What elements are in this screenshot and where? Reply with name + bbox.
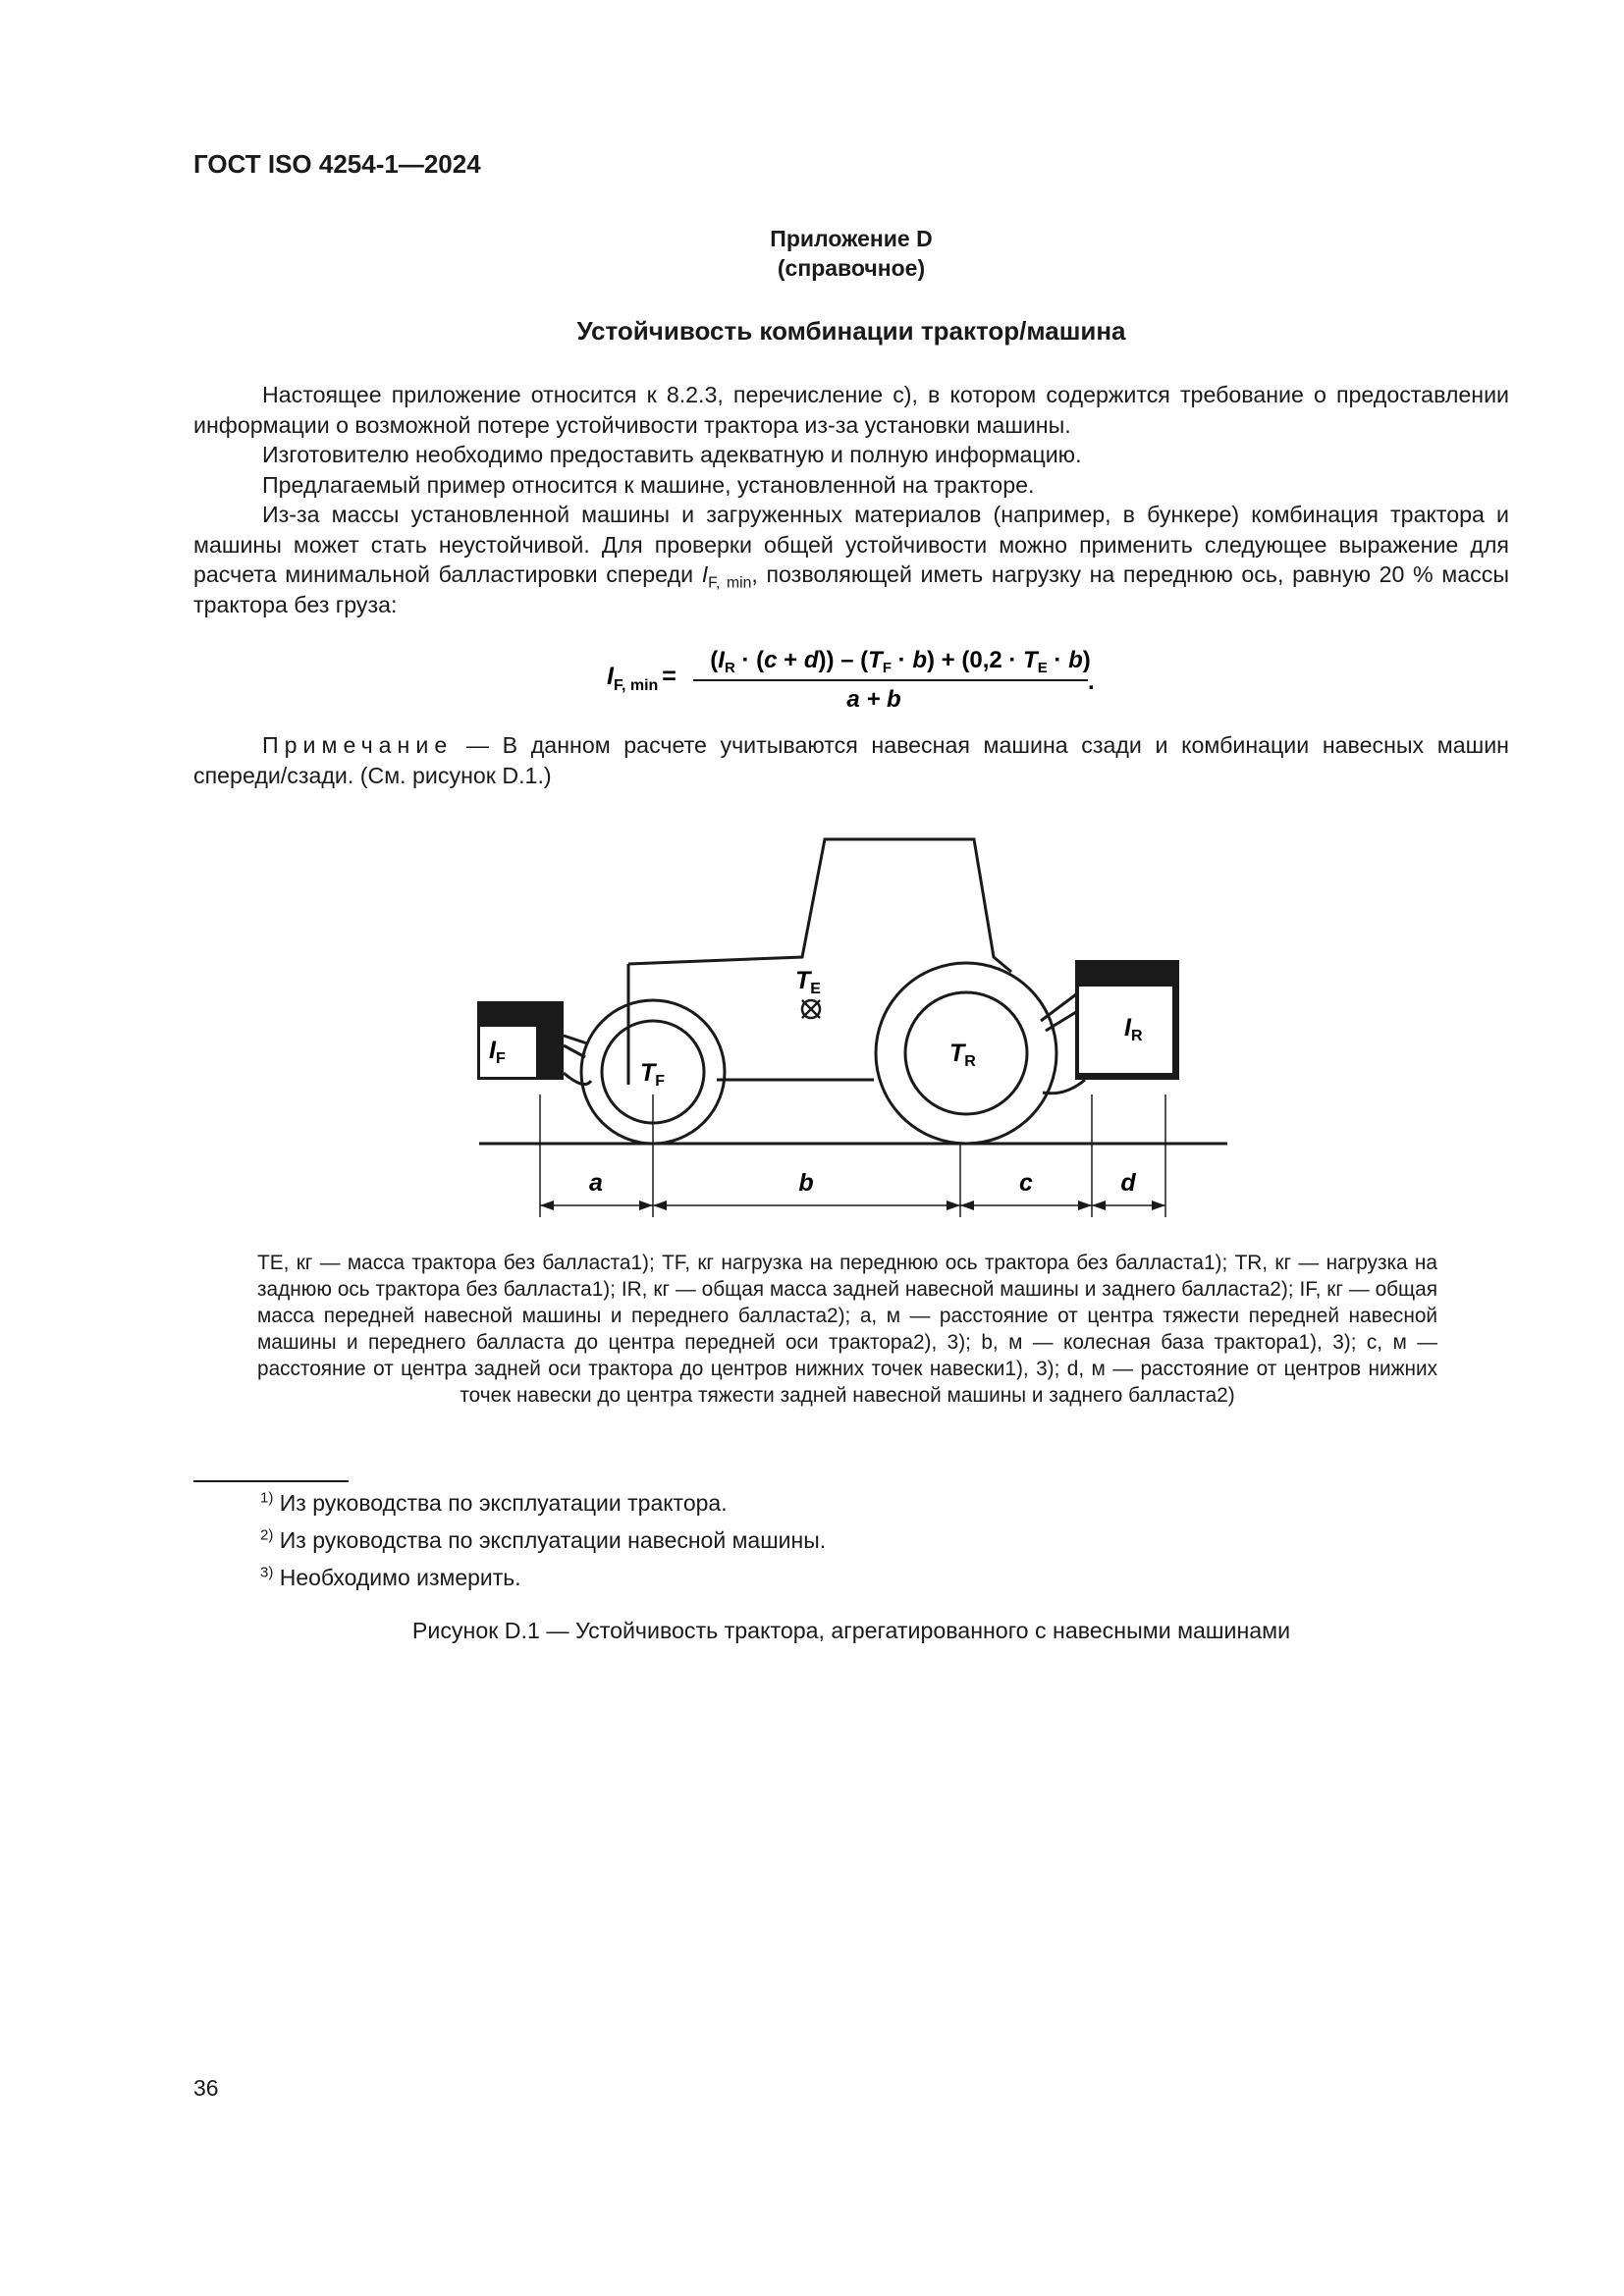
paragraph-1: Настоящее приложение относится к 8.2.3, перечисление c), в котором содержится требование о предоставлении информации о возможной потере устойчивости трактора из-за установки машины. (193, 382, 1509, 438)
cab-outline (628, 839, 1011, 972)
figure-legend: TE, кг — масса трактора без балласта1); TF, кг нагрузка на переднюю ось трактора без балласта1); TR, кг — нагрузка на заднюю ось трактора без балласта1); IR, кг — общая масса задней навесной машины и заднего балласта2); IF, кг — общая масса передней навесной машины и переднего балласта2); a, м — расстояние от центра тяжести передней навесной машины и переднего балласта до центра передней оси трактора2), 3); b, м — колесная база трактора1), 3); c, м — расстояние от центра задней оси трактора до центров нижних точек навески1), 3); d, м — расстояние от центров нижних точек навески до центра тяжести задней навесной машины и заднего балласта2) (257, 1252, 1437, 1407)
front-link-upper (564, 1036, 587, 1043)
paragraph-4-start: Из-за массы установленной машины и загруженных материалов (например, в бункере) комбинация трактора и машины может стать неустойчивой. Для проверки общей устойчивости можно применить следующее выражение для расчета минимальной балластировки спереди (193, 502, 1509, 587)
label-tr: $T_R$ (949, 1040, 976, 1070)
annex-status: (справочное) (777, 255, 926, 281)
footnote-3: $^{3)}$ Необходимо измерить. (260, 1564, 521, 1590)
paragraph-4-sub: F, min (708, 574, 752, 592)
formula-end: . (1088, 668, 1095, 695)
note (193, 730, 1509, 790)
footnote-1: $^{1)}$ Из руководства по эксплуатации трактора. (260, 1489, 728, 1516)
paragraph-4-var: I (701, 561, 709, 587)
label-if: $I_F$ (489, 1037, 506, 1067)
front-hitch-curve (564, 1073, 591, 1085)
paragraph-4-end: , позволяющей иметь нагрузку на переднюю ось, равную 20 % массы трактора без груза: (193, 561, 1510, 617)
formula-lhs: $I_{F, min}$ = (607, 663, 677, 694)
formula-denominator: a + b (846, 686, 901, 713)
label-ir: $I_R$ (1124, 1014, 1143, 1044)
footnote-divider (193, 1480, 349, 1482)
note-text: — В данном расчете учитываются навесная машина сзади и комбинации навесных машин спереди/сзади. (См. рисунок D.1.) (193, 732, 1509, 788)
tractor-diagram (471, 829, 1237, 1222)
footnotes (260, 1484, 826, 1596)
footnote-2: $^{2)}$ Из руководства по эксплуатации навесной машины. (260, 1526, 827, 1553)
figure-caption: Рисунок D.1 — Устойчивость трактора, агрегатированного с навесными машинами (411, 1618, 1291, 1643)
paragraph-3: Предлагаемый пример относится к машине, установленной на тракторе. (262, 471, 1035, 498)
standard-header: ГОСТ ISO 4254-1—2024 (193, 149, 481, 179)
dimension-b: b (798, 1169, 814, 1197)
annex-title-block (193, 224, 1509, 283)
page-number: 36 (193, 2075, 219, 2101)
paragraph-2: Изготовителю необходимо предоставить адекватную и полную информацию. (262, 442, 1082, 467)
dimension-a: a (589, 1169, 603, 1197)
note-label: Примечание (262, 732, 454, 758)
dimension-d: d (1120, 1169, 1136, 1197)
body-text (193, 380, 1509, 619)
ballast-formula (607, 640, 1117, 719)
formula-numerator: $(I_R \cdot (c + d)) - (T_F \cdot b) + (0,2 \cdot T_E \cdot b)$ (710, 647, 1091, 676)
label-te: $T_E$ (795, 967, 821, 997)
label-tf: $T_F$ (640, 1059, 666, 1090)
paragraph-4 (193, 500, 1509, 619)
dimension-c: c (1019, 1169, 1033, 1197)
annex-title: Приложение D (770, 226, 933, 251)
section-heading: Устойчивость комбинации трактор/машина (576, 316, 1126, 346)
